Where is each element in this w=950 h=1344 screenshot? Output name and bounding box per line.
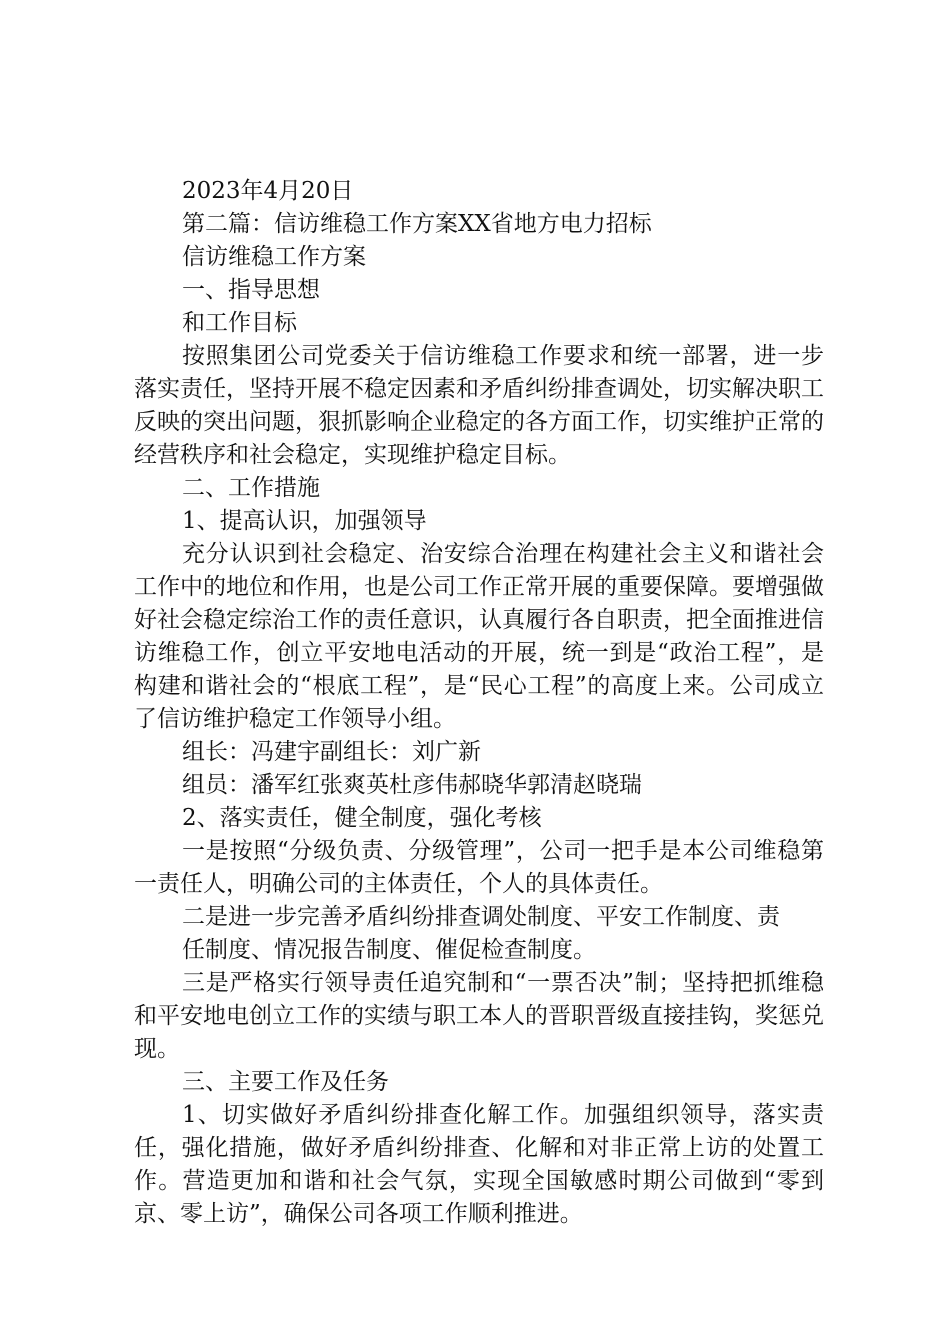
subheading: 1、提高认识，加强领导 <box>182 508 427 534</box>
body-paragraph: 一是按照“分级负责、分级管理”，公司一把手是本公司维稳第一责任人，明确公司的主体责任，个人的具体责任。 <box>134 838 824 897</box>
body-paragraph: 二是进一步完善矛盾纠纷排查调处制度、平安工作制度、责 <box>182 904 780 930</box>
document-title: 信访维稳工作方案 <box>182 244 366 270</box>
chapter-title: 第二篇：信访维稳工作方案XX省地方电力招标 <box>182 211 652 237</box>
document-body <box>134 175 824 1231</box>
section-heading-2: 二、工作措施 <box>182 475 320 501</box>
body-paragraph: 三是严格实行领导责任追究制和“一票否决”制；坚持把抓维稳和平安地电创立工作的实绩与职工本人的晋职晋级直接挂钩，奖惩兑现。 <box>134 970 824 1062</box>
section-heading-1: 一、指导思想 <box>182 277 320 303</box>
body-paragraph: 1、切实做好矛盾纠纷排查化解工作。加强组织领导，落实责任，强化措施，做好矛盾纠纷排查、化解和对非正常上访的处置工作。营造更加和谐和社会气氛，实现全国敏感时期公司做到“零到京、零上访”，确保公司各项工作顺利推进。 <box>134 1102 824 1227</box>
subheading: 2、落实责任，健全制度，强化考核 <box>182 805 542 831</box>
section-heading-3: 三、主要工作及任务 <box>182 1069 389 1095</box>
leader-line: 组长：冯建宇副组长：刘广新 <box>182 739 481 765</box>
date-line: 2023年4月20日 <box>182 178 354 204</box>
body-paragraph: 任制度、情况报告制度、催促检查制度。 <box>182 937 596 963</box>
body-paragraph: 按照集团公司党委关于信访维稳工作要求和统一部署，进一步落实责任，坚持开展不稳定因素和矛盾纠纷排查调处，切实解决职工反映的突出问题，狠抓影响企业稳定的各方面工作，切实维护正常的经营秩序和社会稳定，实现维护稳定目标。 <box>134 343 824 468</box>
members-line: 组员：潘军红张爽英杜彦伟郝晓华郭清赵晓瑞 <box>182 772 642 798</box>
body-paragraph: 充分认识到社会稳定、治安综合治理在构建社会主义和谐社会工作中的地位和作用，也是公司工作正常开展的重要保障。要增强做好社会稳定综治工作的责任意识，认真履行各自职责，把全面推进信访维稳工作，创立平安地电活动的开展，统一到是“政治工程”，是构建和谐社会的“根底工程”，是“民心工程”的高度上来。公司成立了信访维护稳定工作领导小组。 <box>134 541 824 732</box>
section-heading-1-continued: 和工作目标 <box>182 310 297 336</box>
